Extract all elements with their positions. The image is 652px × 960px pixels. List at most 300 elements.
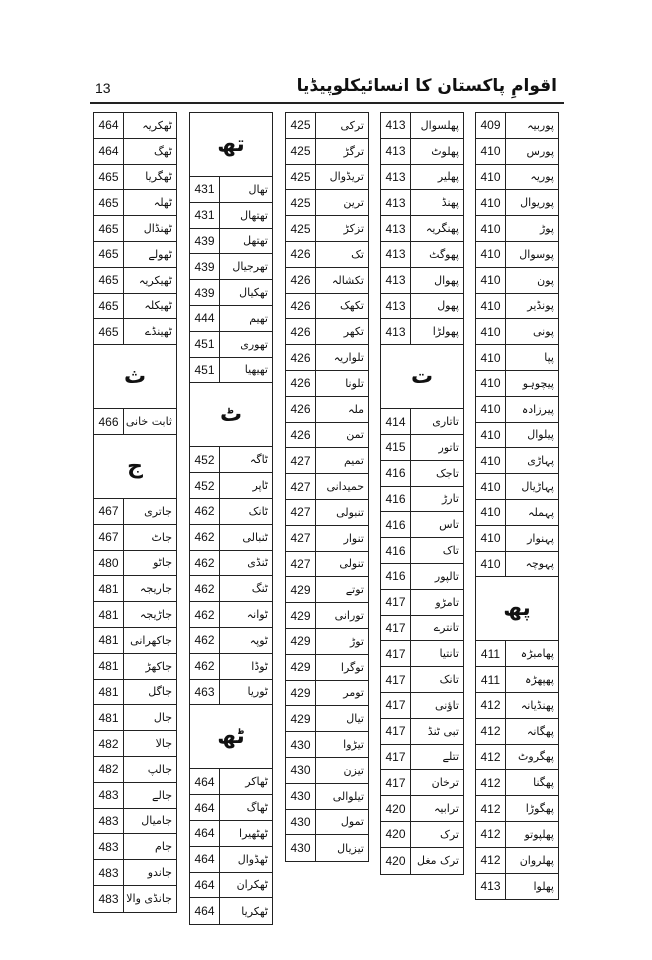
index-row — [476, 822, 558, 848]
page-reference: 413 — [381, 216, 411, 241]
tribe-name: پھگانہ — [526, 724, 554, 738]
page-reference: 413 — [381, 268, 411, 293]
tribe-name: پھنگریہ — [425, 222, 459, 236]
tribe-name: جالا — [155, 737, 172, 751]
page-reference: 427 — [286, 448, 316, 473]
tribe-name: تھیھیا — [244, 363, 268, 377]
tribe-name: ٹھیکلہ — [144, 299, 172, 313]
tribe-name: تھیم — [249, 311, 268, 325]
page-reference: 426 — [286, 397, 316, 422]
index-row — [381, 268, 463, 294]
index-row — [476, 242, 558, 268]
page-reference: 452 — [190, 447, 220, 472]
index-row — [381, 667, 463, 693]
tribe-name: ٹھڈوال — [237, 852, 268, 866]
page-reference: 465 — [94, 190, 124, 215]
tribe-name: پھلسوال — [420, 118, 459, 132]
index-row — [94, 499, 176, 525]
tribe-name: تیزیال — [337, 841, 364, 855]
index-row — [190, 680, 272, 706]
page-reference: 464 — [190, 873, 220, 898]
tribe-name: تتلے — [442, 750, 459, 764]
index-row — [381, 487, 463, 513]
tribe-name: ٹھگ — [154, 144, 172, 158]
tribe-name: تنولی — [339, 557, 364, 571]
page-reference: 466 — [94, 409, 124, 434]
page-reference: 427 — [286, 526, 316, 551]
index-row — [476, 319, 558, 345]
tribe-name: تمن — [346, 428, 364, 442]
index-row — [94, 113, 176, 139]
index-row — [94, 757, 176, 783]
index-row — [286, 268, 368, 294]
page-reference: 420 — [381, 796, 411, 821]
index-row — [476, 216, 558, 242]
page-reference: 425 — [286, 139, 316, 164]
page-title: اقوامِ پاکستان کا انسائیکلوپیڈیا — [296, 76, 557, 96]
page-reference: 439 — [190, 254, 220, 279]
page-reference: 412 — [476, 719, 506, 744]
page-reference: 411 — [476, 667, 506, 692]
tribe-name: ٹھگریا — [145, 170, 172, 184]
page-reference: 412 — [476, 770, 506, 795]
tribe-name: تالپور — [434, 569, 459, 583]
tribe-name: پہملہ — [528, 505, 554, 519]
page-reference: 462 — [190, 602, 220, 627]
page-reference: 464 — [94, 139, 124, 164]
page-reference: 410 — [476, 500, 506, 525]
tribe-name: پھامبڑہ — [520, 647, 554, 661]
index-row — [190, 873, 272, 899]
page-reference: 410 — [476, 423, 506, 448]
index-row — [190, 525, 272, 551]
index-row — [190, 358, 272, 384]
page-reference: 444 — [190, 306, 220, 331]
page-reference: 462 — [190, 525, 220, 550]
tribe-name: ٹوریا — [247, 685, 268, 699]
index-row — [476, 667, 558, 693]
tribe-name: ٹھکریہ — [142, 118, 172, 132]
tribe-name: ترک — [440, 827, 459, 841]
tribe-name: ٹاپر — [252, 479, 268, 493]
tribe-name: ٹھنڈال — [143, 222, 172, 236]
page-reference: 410 — [476, 526, 506, 551]
page-reference: 481 — [94, 602, 124, 627]
tribe-name: پونی — [533, 325, 554, 339]
page-reference: 410 — [476, 216, 506, 241]
tribe-name: تبی ٹنڈ — [427, 724, 459, 738]
tribe-name: پوریوال — [520, 196, 554, 210]
index-row — [286, 655, 368, 681]
page-reference: 439 — [190, 280, 220, 305]
index-row — [190, 473, 272, 499]
tribe-name: تاجک — [435, 466, 459, 480]
letter-section-header: تھ — [190, 113, 272, 177]
tribe-name: ٹھٹھیرا — [239, 826, 268, 840]
page-reference: 410 — [476, 165, 506, 190]
index-row — [381, 113, 463, 139]
index-row — [286, 784, 368, 810]
tribe-name: جاندو — [147, 866, 172, 880]
letter-section-header: ث — [94, 345, 176, 409]
header-rule — [90, 102, 564, 104]
tribe-name: ٹانک — [248, 504, 268, 518]
index-row — [94, 165, 176, 191]
page-reference: 412 — [476, 822, 506, 847]
tribe-name: پھلپوتو — [524, 827, 554, 841]
index-row — [190, 576, 272, 602]
index-row — [286, 577, 368, 603]
tribe-name: ٹھاکر — [245, 775, 268, 789]
page-reference: 462 — [190, 628, 220, 653]
page-reference: 410 — [476, 190, 506, 215]
tribe-name: ٹوپہ — [249, 633, 268, 647]
tribe-name: پیرزادہ — [521, 402, 554, 416]
index-row — [381, 745, 463, 771]
index-row — [381, 796, 463, 822]
page-reference: 416 — [381, 538, 411, 563]
page-reference: 412 — [476, 796, 506, 821]
index-row — [94, 705, 176, 731]
page-reference: 481 — [94, 705, 124, 730]
page-reference: 481 — [94, 680, 124, 705]
tribe-name: ترگڑ — [343, 144, 364, 158]
tribe-name: تریڈوال — [329, 170, 364, 184]
tribe-name: ترخان — [431, 776, 459, 790]
tribe-name: ثابت خانی — [125, 415, 172, 429]
page-reference: 410 — [476, 371, 506, 396]
letter-section-header: ٹ — [190, 383, 272, 447]
page-reference: 411 — [476, 641, 506, 666]
index-row — [476, 397, 558, 423]
page-reference: 420 — [381, 822, 411, 847]
index-row — [381, 590, 463, 616]
page-reference: 410 — [476, 294, 506, 319]
page-reference: 483 — [94, 834, 124, 859]
tribe-name: ملہ — [348, 402, 364, 416]
tribe-name: پونڈیر — [527, 299, 554, 313]
page-reference: 464 — [190, 898, 220, 924]
index-row — [190, 229, 272, 255]
page-reference: 430 — [286, 758, 316, 783]
tribe-name: جالپ — [147, 762, 172, 776]
index-row — [381, 564, 463, 590]
tribe-name: جاڑیجہ — [139, 608, 172, 622]
index-row — [286, 397, 368, 423]
index-row — [476, 345, 558, 371]
page-reference: 426 — [286, 294, 316, 319]
index-row — [94, 886, 176, 912]
index-row — [286, 681, 368, 707]
tribe-name: تھوری — [240, 337, 268, 351]
index-row — [286, 552, 368, 578]
index-row — [94, 525, 176, 551]
index-row — [190, 280, 272, 306]
page-reference: 417 — [381, 719, 411, 744]
tribe-name: تورانی — [334, 609, 364, 623]
page-reference: 465 — [94, 242, 124, 267]
page-reference: 412 — [476, 848, 506, 873]
page-reference: 413 — [381, 190, 411, 215]
index-row — [190, 551, 272, 577]
page-reference: 413 — [381, 139, 411, 164]
tribe-name: پھنڈ — [441, 196, 459, 210]
index-row — [94, 268, 176, 294]
index-row — [94, 680, 176, 706]
page-reference: 417 — [381, 641, 411, 666]
page-reference: 483 — [94, 809, 124, 834]
index-row — [190, 898, 272, 924]
tribe-name: تامڑو — [435, 595, 459, 609]
page-reference: 417 — [381, 770, 411, 795]
index-row — [381, 409, 463, 435]
page-reference: 429 — [286, 629, 316, 654]
tribe-name: ٹھکریا — [241, 904, 268, 918]
index-row — [476, 770, 558, 796]
tribe-name: پہنوار — [527, 531, 554, 545]
index-row — [190, 821, 272, 847]
page-reference: 413 — [381, 113, 411, 138]
index-row — [381, 165, 463, 191]
index-row — [94, 319, 176, 345]
page-reference: 416 — [381, 512, 411, 537]
index-row — [381, 822, 463, 848]
page-reference: 413 — [381, 242, 411, 267]
tribe-name: حمیدانی — [326, 480, 364, 494]
page-reference: 430 — [286, 810, 316, 835]
tribe-name: جاٹو — [153, 556, 172, 570]
page-reference: 416 — [381, 461, 411, 486]
index-row — [286, 190, 368, 216]
tribe-name: تاتور — [438, 440, 459, 454]
tribe-name: ٹاگہ — [249, 453, 268, 467]
tribe-name: ٹھکران — [236, 878, 268, 892]
index-row — [381, 693, 463, 719]
page-reference: 417 — [381, 616, 411, 641]
page-reference: 426 — [286, 242, 316, 267]
tribe-name: تمول — [340, 815, 364, 829]
tribe-name: تکھک — [339, 299, 364, 313]
tribe-name: تاس — [439, 518, 459, 532]
page-reference: 409 — [476, 113, 506, 138]
page-reference: 464 — [190, 769, 220, 794]
index-column-2 — [380, 112, 464, 875]
tribe-name: تومر — [343, 686, 364, 700]
tribe-name: پیچوہو — [522, 376, 554, 390]
page-reference: 465 — [94, 216, 124, 241]
index-row — [286, 165, 368, 191]
tribe-name: پون — [537, 273, 554, 287]
tribe-name: تیال — [346, 712, 364, 726]
page-reference: 431 — [190, 203, 220, 228]
index-row — [94, 731, 176, 757]
tribe-name: تانک — [439, 673, 459, 687]
letter-section-header: ت — [381, 345, 463, 409]
index-row — [476, 190, 558, 216]
index-row — [94, 654, 176, 680]
index-row — [190, 447, 272, 473]
index-row — [286, 835, 368, 861]
index-row — [381, 616, 463, 642]
tribe-name: پھولڑا — [432, 325, 459, 339]
tribe-name: تیزن — [343, 763, 364, 777]
index-row — [476, 474, 558, 500]
tribe-name: پورس — [526, 144, 554, 158]
tribe-name: پہوچہ — [525, 557, 554, 571]
index-row — [190, 654, 272, 680]
index-row — [476, 874, 558, 900]
tribe-name: تلواریہ — [333, 351, 364, 365]
page-reference: 464 — [94, 113, 124, 138]
letter-section-header: پھ — [476, 577, 558, 641]
page-reference: 425 — [286, 113, 316, 138]
tribe-name: جانڈی والا — [126, 892, 172, 906]
page-reference: 410 — [476, 242, 506, 267]
tribe-name: تارڑ — [441, 492, 459, 506]
page-reference: 465 — [94, 319, 124, 344]
index-row — [286, 706, 368, 732]
index-row — [381, 435, 463, 461]
index-row — [476, 448, 558, 474]
tribe-name: پوسوال — [519, 247, 554, 261]
index-row — [286, 113, 368, 139]
page-reference: 417 — [381, 745, 411, 770]
letter-section-header: ج — [94, 435, 176, 499]
index-row — [476, 268, 558, 294]
index-row — [94, 551, 176, 577]
page-reference: 462 — [190, 576, 220, 601]
tribe-name: پوڑ — [539, 222, 554, 236]
tribe-name: پوریہ — [530, 170, 554, 184]
index-row — [381, 319, 463, 345]
tribe-name: جاٹ — [151, 530, 172, 544]
page-reference: 417 — [381, 667, 411, 692]
page-reference: 429 — [286, 577, 316, 602]
index-row — [286, 139, 368, 165]
page-reference: 410 — [476, 448, 506, 473]
tribe-name: تکشالہ — [331, 273, 364, 287]
tribe-name: پھوال — [434, 273, 459, 287]
index-row — [190, 628, 272, 654]
tribe-name: تیلوالی — [332, 789, 364, 803]
page-reference: 426 — [286, 345, 316, 370]
page-reference: 430 — [286, 732, 316, 757]
page-reference: 430 — [286, 835, 316, 861]
page-reference: 480 — [94, 551, 124, 576]
tribe-name: پھگوڑا — [525, 802, 554, 816]
page-reference: 439 — [190, 229, 220, 254]
page-reference: 429 — [286, 603, 316, 628]
index-row — [286, 603, 368, 629]
tribe-name: پھلیر — [437, 170, 459, 184]
index-row — [94, 294, 176, 320]
index-row — [94, 576, 176, 602]
tribe-name: پھوگٹ — [429, 247, 459, 261]
tribe-name: تھکیال — [239, 286, 268, 300]
index-row — [94, 809, 176, 835]
page-reference: 413 — [381, 294, 411, 319]
tribe-name: تھتھال — [240, 208, 268, 222]
index-row — [94, 242, 176, 268]
page-reference: 412 — [476, 745, 506, 770]
page-reference: 429 — [286, 706, 316, 731]
page-reference: 415 — [381, 435, 411, 460]
tribe-name: پھلوا — [533, 879, 554, 893]
index-row — [476, 294, 558, 320]
index-row — [190, 306, 272, 332]
tribe-name: پہاڑی — [527, 454, 554, 468]
index-row — [381, 294, 463, 320]
index-row — [94, 602, 176, 628]
page-reference: 465 — [94, 165, 124, 190]
index-row — [381, 190, 463, 216]
tribe-name: ٹنگ — [251, 582, 268, 596]
tribe-name: توڑ — [349, 634, 364, 648]
index-row — [476, 165, 558, 191]
page-reference: 426 — [286, 371, 316, 396]
page-reference: 483 — [94, 860, 124, 885]
index-row — [381, 641, 463, 667]
page-reference: 481 — [94, 654, 124, 679]
tribe-name: تھتھل — [243, 234, 268, 248]
tribe-name: پھول — [437, 299, 459, 313]
index-row — [286, 500, 368, 526]
tribe-name: توگرا — [340, 660, 364, 674]
page-reference: 481 — [94, 628, 124, 653]
page-reference: 410 — [476, 319, 506, 344]
tribe-name: پوربیہ — [527, 118, 554, 132]
page-reference: 464 — [190, 795, 220, 820]
page-reference: 465 — [94, 268, 124, 293]
page-reference: 462 — [190, 499, 220, 524]
page-reference: 416 — [381, 564, 411, 589]
page-reference: 451 — [190, 358, 220, 383]
page-number: 13 — [95, 80, 111, 96]
index-column-1 — [475, 112, 559, 900]
index-column-4 — [189, 112, 273, 925]
index-row — [476, 113, 558, 139]
page-reference: 462 — [190, 654, 220, 679]
tribe-name: پہاڑیال — [521, 480, 554, 494]
index-row — [286, 810, 368, 836]
tribe-name: ٹوڈا — [251, 659, 268, 673]
page-reference: 463 — [190, 680, 220, 705]
index-row — [476, 796, 558, 822]
index-row — [476, 139, 558, 165]
index-row — [190, 847, 272, 873]
page-reference: 417 — [381, 590, 411, 615]
tribe-name: پیلوال — [527, 428, 554, 442]
index-row — [286, 732, 368, 758]
index-row — [381, 216, 463, 242]
index-row — [94, 834, 176, 860]
tribe-name: پھگنا — [533, 776, 554, 790]
index-row — [286, 216, 368, 242]
index-row — [381, 461, 463, 487]
page-reference: 483 — [94, 783, 124, 808]
page-reference: 416 — [381, 487, 411, 512]
tribe-name: توتے — [345, 583, 364, 597]
tribe-name: تھال — [248, 182, 268, 196]
index-row — [94, 783, 176, 809]
tribe-name: تنوار — [343, 531, 364, 545]
page-reference: 410 — [476, 397, 506, 422]
tribe-name: ترابیہ — [433, 802, 459, 816]
index-row — [476, 371, 558, 397]
page-reference: 425 — [286, 190, 316, 215]
index-row — [476, 719, 558, 745]
page-reference: 410 — [476, 345, 506, 370]
